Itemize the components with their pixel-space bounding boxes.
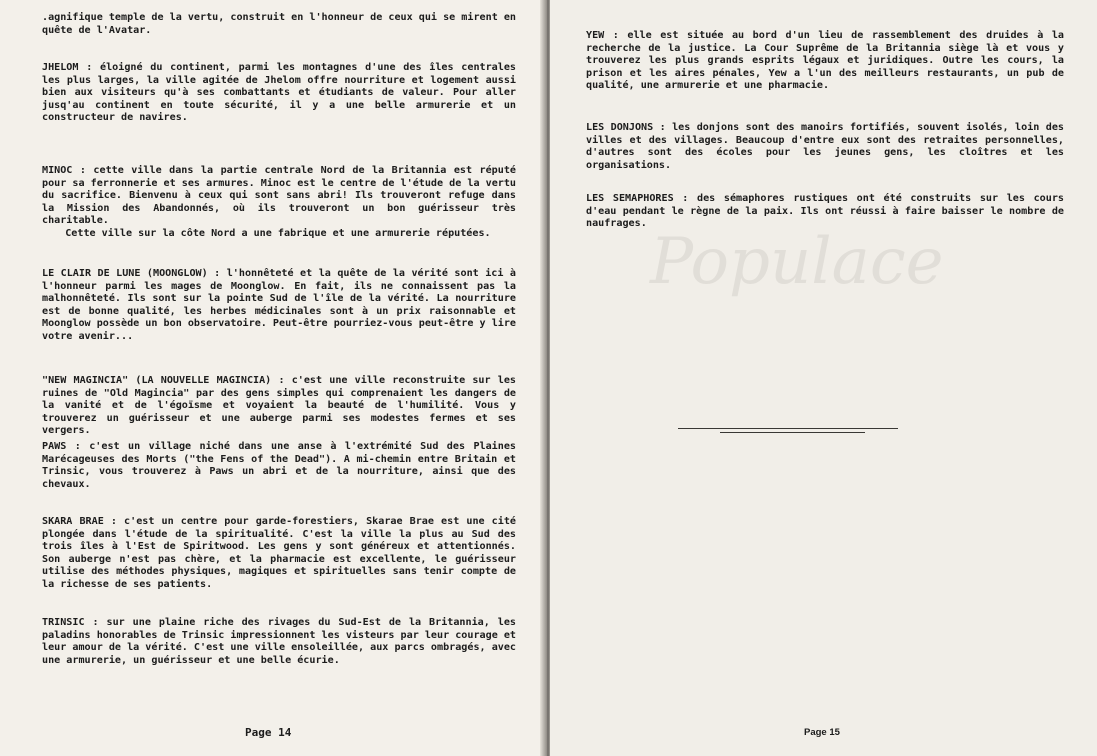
paragraph-moonglow: LE CLAIR DE LUNE (MOONGLOW) : l'honnêteté et la quête de la vérité sont ici à l'honneur parmi les mages de Moonglow. En fait, ils ne connaissent pas la malhonnêteté. Ils sont sur la pointe Sud de l'île de la vérité. La nourriture est de bonne qualité, les herbes médicinales sont à un prix raisonnable et Moonglow possède un bon observatoire. Peut-être pourriez-vous peut-être y lire votre avenir... [42,268,517,342]
paragraph-yew: YEW : elle est située au bord d'un lieu de rassemblement des druides à la recherche de la justice. La Cour Suprême de la Britannia siège là et vous y trouverez les plus grands esprits légaux et juridiques. Outre les cours, la prison et les aires pénales, Yew a l'un des meilleurs restaurants, un pub de qualité, une armurerie et une pharmacie. [586,30,1064,92]
divider-line-short [720,432,865,433]
paragraph-paws: PAWS : c'est un village niché dans une anse à l'extrémité Sud des Plaines Marécageuses des Morts ("the Fens of the Dead"). A mi-chemin entre Britain et Trinsic, vous trouverez à Paws un abri et de la nourriture, ainsi que des chevaux. [42,441,516,490]
new-magincia-block [42,375,516,438]
right-page [550,0,1097,756]
paragraph-jhelom: JHELOM : éloigné du continent, parmi les montagnes d'une des îles centrales les plus larges, la ville agitée de Jhelom offre nourriture et logement aussi bien aux visiteurs qu'à ses combattants et étudiants de valeur. Pour aller jusq'au continent en toute sécurité, il y a une belle armurerie et un constructeur de navires. [42,62,516,124]
donjons-block [586,122,1064,172]
paragraph-donjons: LES DONJONS : les donjons sont des manoirs fortifiés, souvent isolés, loin des villes et des villages. Beaucoup d'entre eux sont des retraites personnelles, d'autres sont des écoles pour les jeunes gens, les cloîtres et les organisations. [586,122,1064,171]
skara-brae-block [42,516,516,592]
paragraph-new-magincia: "NEW MAGINCIA" (LA NOUVELLE MAGINCIA) : c'est une ville reconstruite sur les ruines de "Old Magincia" par des gens simples qui comprenaient les dangers de la vanité et de l'égoïsme et voyaient la beauté de l'humilité. Vous y trouverez un guérisseur et une auberge parmi ses modestes fermes et ses vergers. [42,375,516,437]
paragraph-minoc-coast: Cette ville sur la côte Nord a une fabrique et une armurerie réputées. [65,227,491,239]
page-number-right: Page 15 [804,727,840,738]
trinsic-block [42,617,516,667]
left-page [0,0,546,756]
yew-block [586,30,1064,93]
paragraph-semaphores: LES SEMAPHORES : des sémaphores rustiques ont été construits sur les cours d'eau pendant le règne de la paix. Ils ont réussi à faire baisser le nombre de naufrages. [586,193,1064,230]
left-page-text [42,12,516,37]
paragraph-trinsic: TRINSIC : sur une plaine riche des rivages du Sud-Est de la Britannia, les paladins honorables de Trinsic impressionnent les visteurs par leur courage et leur amour de la vérité. C'est une ville ensoleillée, aux parcs ombragés, avec une armurerie, un guérisseur et une belle écurie. [42,617,517,666]
divider-line [678,428,898,429]
jhelom-block [42,62,516,125]
page-number-left: Page 14 [245,726,292,739]
paragraph-minoc: MINOC : cette ville dans la partie centrale Nord de la Britannia est réputé pour sa ferronnerie et ses armures. Minoc est le centre de l'étude de la vertu du sacrifice. Bienvenu à ceux qui sont sans abri! Ils trouveront refuge dans la Mission des Abandonnés, où ils trouveront un bon guérisseur très charitable. [42,165,517,227]
ghost-heading: Populace [650,225,944,299]
semaphores-block [586,193,1064,231]
paragraph-avatar-temple: .agnifique temple de la vertu, construit en l'honneur de ceux qui se mirent en quête de l'Avatar. [42,12,517,36]
paragraph-skara-brae: SKARA BRAE : c'est un centre pour garde-forestiers, Skarae Brae est une cité plongée dans l'étude de la spiritualité. C'est la ville la plus au Sud des trois îles à l'Est de Spiritwood. Les gens y sont généreux et attentionnés. Son auberge n'est pas chère, et la pharmacie est excellente, le guérisseur utilise des méthodes physiques, magiques et spirituelles sans tenir compte de la richesse de ses patients. [42,516,516,590]
paws-block [42,441,516,491]
moonglow-block [42,268,516,344]
minoc-block [42,165,516,241]
